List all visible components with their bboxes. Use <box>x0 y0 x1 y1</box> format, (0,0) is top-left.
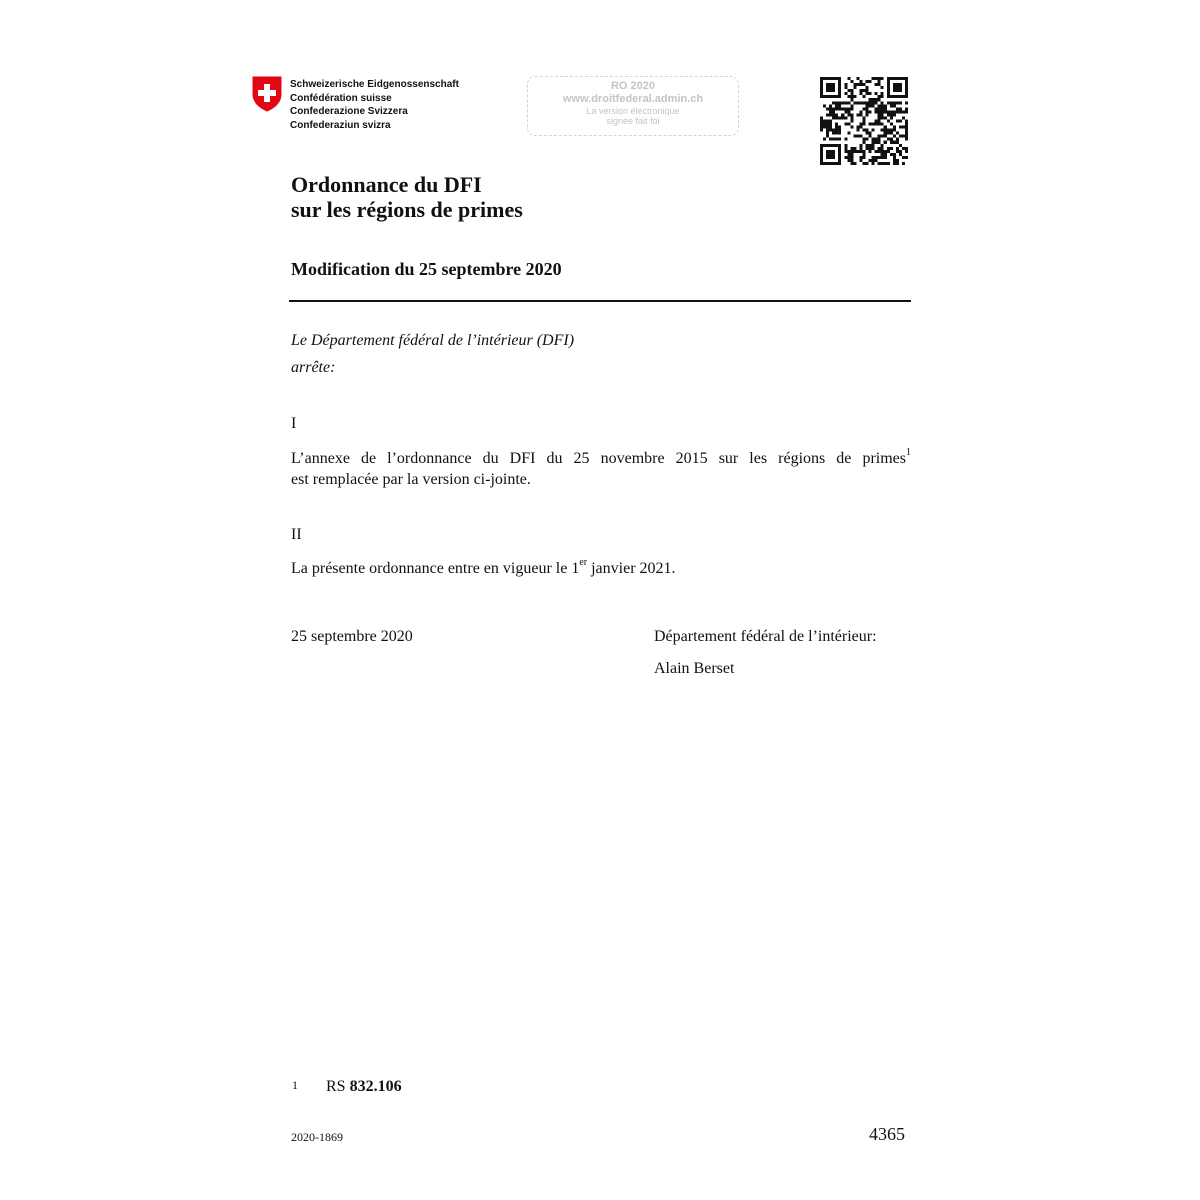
swiss-coat-of-arms-icon <box>252 76 282 112</box>
page-number: 4365 <box>869 1124 905 1144</box>
section-numeral-1: I <box>291 415 297 432</box>
footnote-reference: 1 <box>906 446 911 458</box>
confederation-name-rm: Confederaziun svizra <box>290 119 391 131</box>
title-line-2: sur les régions de primes <box>291 197 523 222</box>
preamble-decrees: arrête: <box>291 359 336 376</box>
confederation-names <box>290 78 459 132</box>
document-id: 2020-1869 <box>291 1130 343 1144</box>
section-numeral-2: II <box>291 526 302 543</box>
signature-name: Alain Berset <box>654 660 735 677</box>
footnote-reference-number: 832.106 <box>349 1078 402 1095</box>
confederation-name-de: Schweizerische Eidgenossenschaft <box>290 79 459 90</box>
signature-date: 25 septembre 2020 <box>291 628 413 645</box>
divider-rule <box>289 300 911 302</box>
section-1-line-2: est remplacée par la version ci-jointe. <box>291 471 531 488</box>
section-2-text-after: janvier 2021. <box>587 560 676 577</box>
official-stamp <box>527 76 739 136</box>
title-line-1: Ordonnance du DFI <box>291 172 482 197</box>
confederation-name-fr: Confédération suisse <box>290 92 392 104</box>
section-2-text-before: La présente ordonnance entre en vigueur le 1 <box>291 560 580 577</box>
section-2-text <box>291 556 676 582</box>
qr-code-icon <box>820 77 908 165</box>
modification-subtitle: Modification du 25 septembre 2020 <box>291 259 562 279</box>
page-title <box>291 172 523 222</box>
section-1-text: L’annexe de l’ordonnance du DFI du 25 novembre 2015 sur les régions de primes <box>291 450 906 467</box>
footnote-prefix: RS <box>326 1078 350 1095</box>
stamp-line-ro: RO 2020 <box>610 80 656 92</box>
confederation-name-it: Confederazione Svizzera <box>290 106 408 117</box>
footnote-text <box>326 1078 402 1096</box>
footnote-number: 1 <box>292 1078 298 1092</box>
stamp-line-signed: signée fait foi <box>606 116 660 126</box>
stamp-line-url: www.droitfederal.admin.ch <box>562 93 704 105</box>
preamble-authority: Le Département fédéral de l’intérieur (DFI) <box>291 332 575 349</box>
stamp-line-version: La version électronique <box>586 106 680 116</box>
signature-department: Département fédéral de l’intérieur: <box>654 628 877 645</box>
ordinal-superscript: er <box>579 556 588 568</box>
